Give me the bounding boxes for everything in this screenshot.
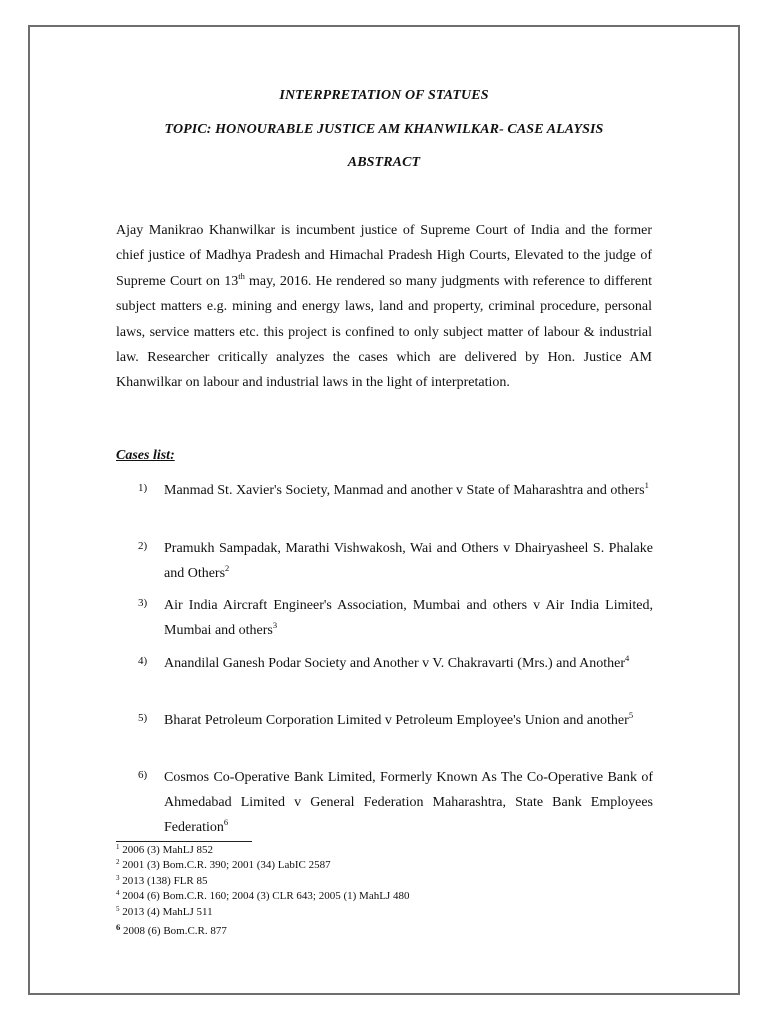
footnote-text: 2006 (3) MahLJ 852 [119, 844, 213, 856]
case-text [164, 478, 653, 503]
case-number: 1) [138, 482, 148, 494]
document-title: INTERPRETATION OF STATUES [279, 88, 489, 103]
footnote-text: 2004 (6) Bom.C.R. 160; 2004 (3) CLR 643; 2005 (1) MahLJ 480 [119, 890, 410, 903]
footnote-mark: 6 [116, 922, 121, 933]
case-number: 2) [138, 540, 148, 552]
footnote-ref: 6 [223, 817, 229, 827]
case-title: Anandilal Ganesh Podar Society and Another v V. Chakravarti (Mrs.) and Another [164, 656, 626, 671]
footnote-4 [116, 889, 652, 904]
footnote-mark: 4 [116, 889, 120, 898]
footnote-ref: 3 [272, 620, 278, 630]
footnote-ref: 2 [225, 563, 230, 573]
footnote-mark: 3 [116, 873, 120, 882]
case-text [164, 765, 653, 840]
footnote-separator [116, 841, 252, 842]
footnote-ref: 5 [628, 710, 634, 720]
footnote-mark: 2 [116, 858, 120, 867]
case-title: Bharat Petroleum Corporation Limited v Petroleum Employee's Union and another [164, 713, 629, 728]
footnote-text: 2013 (4) MahLJ 511 [119, 905, 213, 918]
document-topic: TOPIC: HONOURABLE JUSTICE AM KHANWILKAR- CASE ALAYSIS [164, 122, 604, 137]
case-title: Pramukh Sampadak, Marathi Vishwakosh, Wai and Others v Dhairyasheel S. Phalake and Others [164, 541, 653, 581]
footnote-ref: 1 [644, 480, 649, 490]
case-title: Air India Aircraft Engineer's Association, Mumbai and others v Air India Limited, Mumbai and others [164, 598, 653, 638]
footnote-3 [116, 874, 652, 889]
case-number: 4) [138, 655, 148, 667]
case-text [164, 708, 653, 733]
footnotes [116, 843, 652, 939]
footnote-text: 2008 (6) Bom.C.R. 877 [120, 925, 227, 938]
case-text [164, 536, 653, 586]
case-text [164, 651, 653, 676]
case-number: 6) [138, 769, 148, 781]
case-text [164, 593, 653, 643]
case-title: Manmad St. Xavier's Society, Manmad and another v State of Maharashtra and others [164, 483, 645, 498]
abstract-text-part1: Ajay Manikrao Khanwilkar is incumbent justice of Supreme Court of India and the former chief justice of Madhya Pradesh and Himachal Pradesh High Courts, Elevated to the judge of Supreme Court on 13 [116, 223, 652, 289]
footnote-ref: 4 [625, 653, 630, 663]
footnote-5 [116, 905, 652, 920]
footnote-text: 2001 (3) Bom.C.R. 390; 2001 (34) LabIC 2587 [119, 859, 331, 872]
abstract-superscript: th [238, 270, 245, 281]
case-title: Cosmos Co-Operative Bank Limited, Formerly Known As The Co-Operative Bank of Ahmedabad Limited v General Federation Maharashtra, State Bank Employees Federation [164, 770, 653, 835]
footnote-text: 2013 (138) FLR 85 [119, 874, 208, 887]
abstract-paragraph [116, 218, 652, 396]
footnote-2 [116, 858, 652, 873]
case-number: 3) [138, 597, 148, 609]
footnote-mark: 5 [116, 904, 120, 913]
footnote-1 [116, 843, 652, 858]
cases-list-heading: Cases list: [116, 448, 175, 463]
abstract-text-part2: may, 2016. He rendered so many judgments with reference to different subject matters e.g. mining and energy laws, land and property, criminal procedure, personal laws, service matters etc. this project is confined to only subject matter of labour & industrial law. Researcher critically analyzes the cases which are delivered by Hon. Justice AM Khanwilkar on labour and industrial laws in the light of interpretation. [116, 273, 652, 391]
footnote-6 [116, 924, 652, 939]
abstract-heading: ABSTRACT [347, 155, 421, 170]
case-number: 5) [138, 712, 148, 724]
footnote-mark: 1 [116, 843, 120, 851]
